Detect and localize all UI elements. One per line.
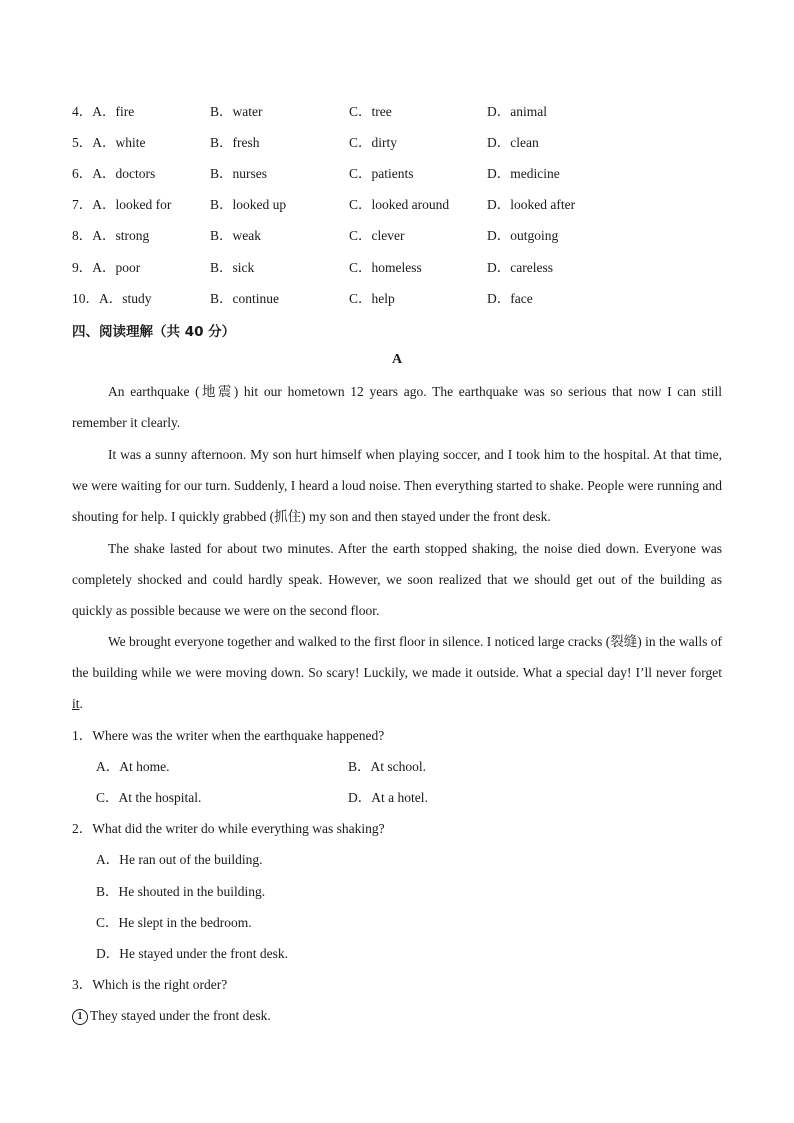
circled-number: 1 [72, 1009, 88, 1025]
option-c: C．dirty [349, 135, 398, 150]
option-b: B．weak [210, 228, 261, 243]
option-b: B．water [210, 104, 263, 119]
option-d: D．animal [487, 104, 547, 119]
cloze-option-row [72, 289, 732, 309]
cloze-option-row [72, 226, 732, 246]
option-c: C．tree [349, 104, 392, 119]
paragraph-1 [72, 376, 722, 438]
option-b: B．continue [210, 291, 279, 306]
q2-option-c: C．He slept in the bedroom. [96, 915, 252, 930]
option-d: D．face [487, 291, 533, 306]
q1-option-c: C．At the hospital. [96, 790, 202, 805]
option-d: D．looked after [487, 197, 576, 212]
option-b: B．sick [210, 260, 255, 275]
option-c: C．clever [349, 228, 405, 243]
option-c: C．homeless [349, 260, 422, 275]
option-a: A．doctors [92, 166, 156, 181]
option-b: B．nurses [210, 166, 267, 181]
cloze-option-row [72, 102, 732, 122]
option-a: A．white [92, 135, 146, 150]
option-a: A．looked for [92, 197, 172, 212]
underlined-word: it [72, 696, 80, 712]
order-item-1-text: They stayed under the front desk. [90, 1008, 271, 1023]
cloze-option-row [72, 133, 732, 153]
paragraph-3 [72, 533, 722, 627]
question-2: 2．What did the writer do while everything was shaking? [72, 821, 385, 836]
cloze-option-row [72, 195, 732, 215]
cloze-option-row [72, 164, 732, 184]
q1-option-b: B．At school. [348, 759, 427, 774]
section-title: 四、阅读理解（共 40 分） [72, 324, 236, 340]
option-c: C．patients [349, 166, 414, 181]
option-d: D．careless [487, 260, 553, 275]
option-b: B．fresh [210, 135, 260, 150]
option-c: C．help [349, 291, 395, 306]
paragraph-4 [72, 626, 722, 720]
order-item-1 [72, 1006, 271, 1026]
paragraph-3-text: The shake lasted for about two minutes. After the earth stopped shaking, the noise died down. Everyone was completely shocked and could hardly speak. However, we soon realized that we should get out of the building as quickly as possible because we were on the second floor. [72, 541, 722, 619]
passage-title: A [391, 352, 403, 367]
question-number: 9． [72, 260, 93, 275]
question-number-and-option-a [72, 195, 171, 215]
q2-option-a: A．He ran out of the building. [96, 852, 263, 867]
q1-option-a: A．At home. [96, 759, 170, 774]
question-number: 6． [72, 166, 93, 181]
option-c: C．looked around [349, 197, 450, 212]
paragraph-4-text: We brought everyone together and walked to the first floor in silence. I noticed large cracks (裂缝) in the walls of the building while we were moving down. So scary! Luckily, we made it outside. What a special day! I’ll never forget [72, 634, 722, 681]
option-a: A．poor [92, 260, 141, 275]
q2-option-b: B．He shouted in the building. [96, 884, 266, 899]
question-number-and-option-a [72, 133, 146, 153]
question-number-and-option-a [72, 102, 134, 122]
paragraph-1-text: An earthquake (地震) hit our hometown 12 years ago. The earthquake was so serious that now I can still remember it clearly. [72, 384, 722, 431]
q2-option-d: D．He stayed under the front desk. [96, 946, 288, 961]
cloze-option-row [72, 258, 732, 278]
option-d: D．medicine [487, 166, 560, 181]
option-d: D．clean [487, 135, 539, 150]
question-1: 1．Where was the writer when the earthquake happened? [72, 728, 385, 743]
question-3: 3．Which is the right order? [72, 977, 228, 992]
question-number-and-option-a [72, 289, 152, 309]
question-number: 4． [72, 104, 93, 119]
option-a: A．study [99, 291, 152, 306]
q1-option-d: D．At a hotel. [348, 790, 428, 805]
option-b: B．looked up [210, 197, 287, 212]
question-number-and-option-a [72, 226, 149, 246]
question-number: 7． [72, 197, 93, 212]
option-d: D．outgoing [487, 228, 559, 243]
paragraph-4-end: . [79, 696, 83, 712]
option-a: A．fire [92, 104, 135, 119]
paragraph-2-text: It was a sunny afternoon. My son hurt himself when playing soccer, and I took him to the hospital. At that time, we were waiting for our turn. Suddenly, I heard a loud noise. Then everything started to shake. People were running and shouting for help. I quickly grabbed (抓住) my son and then stayed under the front desk. [72, 447, 722, 525]
question-number: 10． [72, 291, 99, 306]
question-number: 5． [72, 135, 93, 150]
question-number-and-option-a [72, 258, 140, 278]
option-a: A．strong [92, 228, 150, 243]
question-number-and-option-a [72, 164, 155, 184]
question-number: 8． [72, 228, 93, 243]
paragraph-2 [72, 439, 722, 533]
